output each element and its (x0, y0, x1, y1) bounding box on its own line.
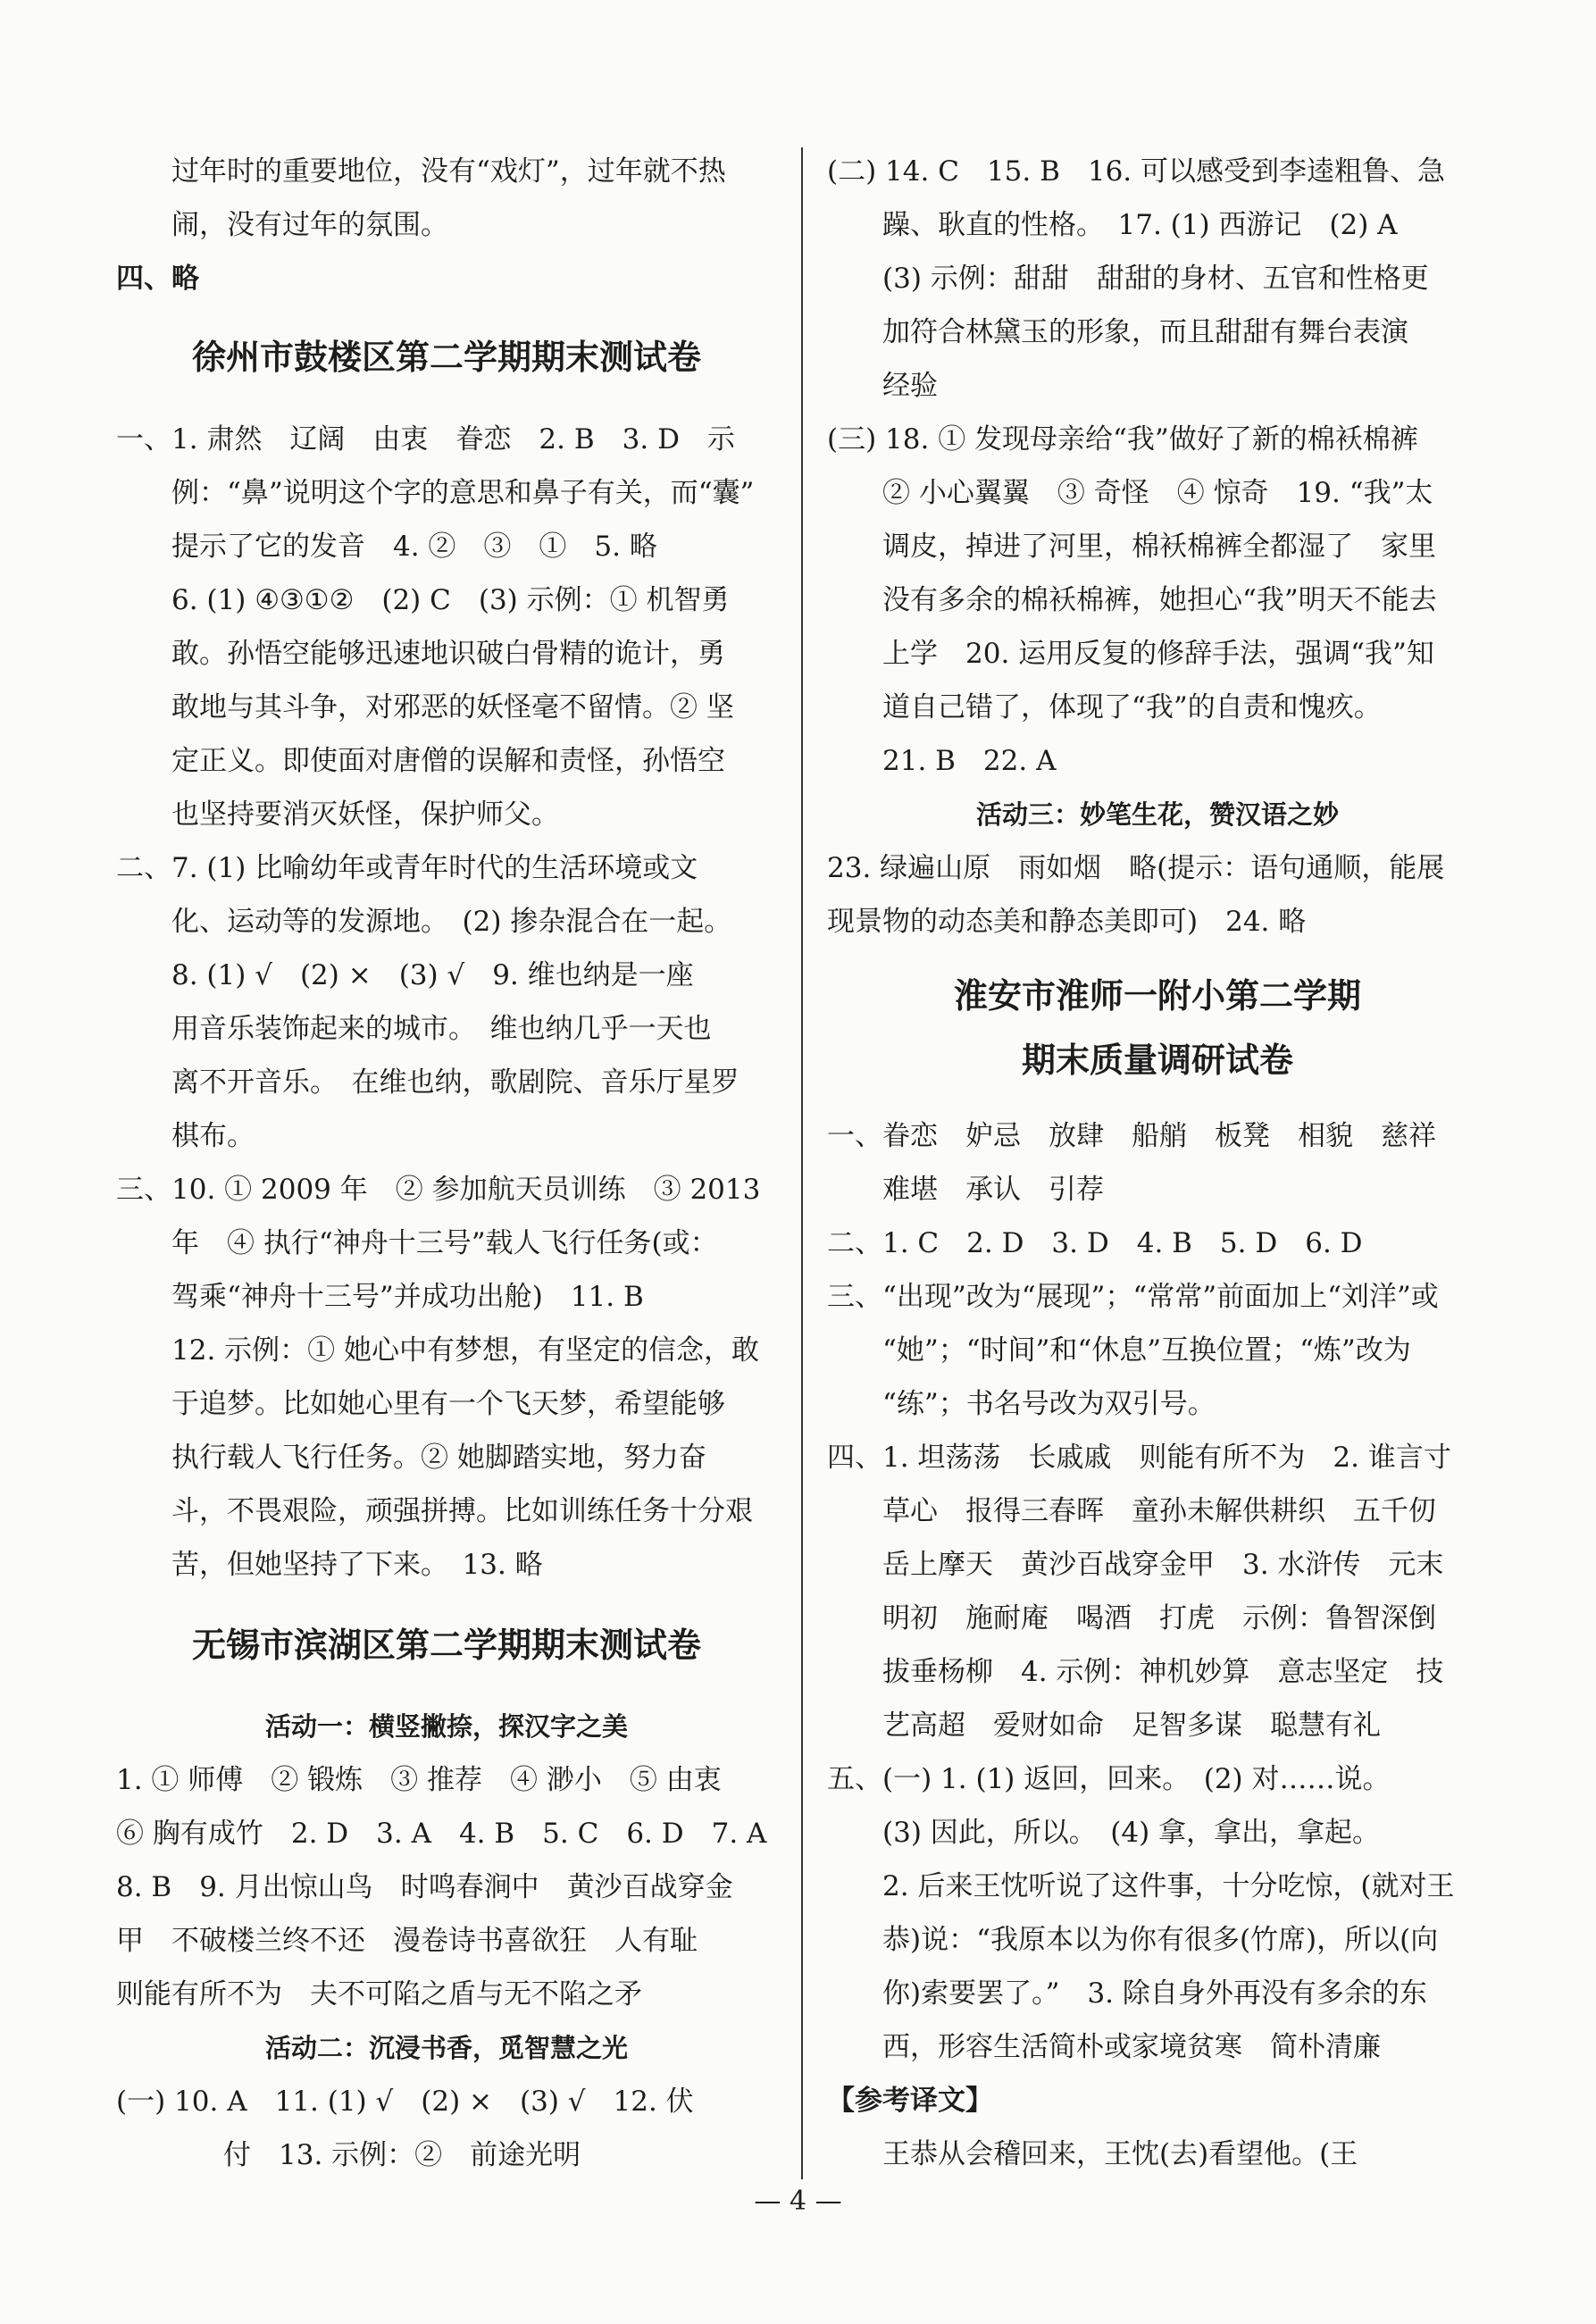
text-line: 年 ④ 执行“神舟十三号”载人飞行任务(或： (171, 1227, 718, 1259)
text-line: 驾乘“神舟十三号”并成功出舱) 11. B (171, 1281, 644, 1313)
text-line: 23. 绿遍山原 雨如烟 略(提示：语句通顺，能展 (827, 852, 1445, 884)
text-line: 8. B 9. 月出惊山鸟 时鸣春涧中 黄沙百战穿金 (116, 1871, 733, 1903)
text-line: 四、略 (116, 263, 199, 295)
text-line: (三) 18. ① 发现母亲给“我”做好了新的棉袄棉裤 (827, 423, 1418, 456)
text-line: 四、1. 坦荡荡 长戚戚 则能有所不为 2. 谁言寸 (827, 1442, 1451, 1474)
reference-translation-label: 【参考译文】 (827, 2085, 993, 2117)
page-number: — 4 — (754, 2186, 842, 2217)
text-line: 21. B 22. A (882, 745, 1057, 777)
text-line: 现景物的动态美和静态美即可) 24. 略 (827, 906, 1307, 938)
text-line: 闹，没有过年的氛围。 (171, 209, 448, 241)
text-line: 过年时的重要地位，没有“戏灯”，过年就不热 (171, 155, 726, 188)
text-line: 8. (1) √ (2) × (3) √ 9. 维也纳是一座 (171, 959, 694, 991)
text-line: 12. 示例：① 她心中有梦想，有坚定的信念，敢 (171, 1334, 760, 1367)
text-line: 则能有所不为 夫不可陷之盾与无不陷之矛 (116, 1978, 642, 2011)
text-line: 恭)说：“我原本以为你有很多(竹席)，所以(向 (882, 1924, 1439, 1956)
text-line: “她”；“时间”和“休息”互换位置；“炼”改为 (882, 1334, 1411, 1367)
text-line: 苦，但她坚持了下来。 13. 略 (171, 1549, 543, 1581)
text-line: 用音乐装饰起来的城市。 维也纳几乎一天也 (171, 1013, 712, 1045)
text-line: 明初 施耐庵 喝酒 打虎 示例：鲁智深倒 (882, 1602, 1436, 1634)
text-line: 二、7. (1) 比喻幼年或青年时代的生活环境或文 (116, 852, 698, 884)
activity-heading: 活动三：妙笔生花，赞汉语之妙 (975, 799, 1339, 830)
text-line: 敢。孙悟空能够迅速地识破白骨精的诡计，勇 (171, 638, 725, 670)
text-line: 三、“出现”改为“展现”；“常常”前面加上“刘洋”或 (827, 1281, 1439, 1313)
section-title-huaian-line1: 淮安市淮师一附小第二学期 (953, 976, 1361, 1016)
text-line: 拔垂杨柳 4. 示例：神机妙算 意志坚定 技 (882, 1656, 1444, 1688)
section-title-huaian-line2: 期末质量调研试卷 (1021, 1041, 1293, 1080)
text-line: 二、1. C 2. D 3. D 4. B 5. D 6. D (827, 1227, 1363, 1259)
text-line: 难堪 承认 引荐 (882, 1174, 1104, 1206)
text-line: 岳上摩天 黄沙百战穿金甲 3. 水浒传 元末 (882, 1549, 1444, 1581)
text-line: 没有多余的棉袄棉裤，她担心“我”明天不能去 (882, 584, 1437, 616)
section-title-xuzhou: 徐州市鼓楼区第二学期期末测试卷 (191, 338, 701, 377)
activity-heading: 活动二：沉浸书香，觅智慧之光 (264, 2033, 628, 2063)
text-line: 执行载人飞行任务。② 她脚踏实地，努力奋 (171, 1442, 706, 1474)
section-title-wuxi: 无锡市滨湖区第二学期期末测试卷 (191, 1626, 701, 1665)
text-line: (3) 因此，所以。 (4) 拿，拿出，拿起。 (882, 1817, 1381, 1849)
text-line: 1. ① 师傅 ② 锻炼 ③ 推荐 ④ 渺小 ⑤ 由衷 (116, 1764, 722, 1796)
text-line: 一、1. 肃然 辽阔 由衷 眷恋 2. B 3. D 示 (116, 423, 735, 456)
text-line: ② 小心翼翼 ③ 奇怪 ④ 惊奇 19. “我”太 (882, 477, 1433, 509)
text-line: ⑥ 胸有成竹 2. D 3. A 4. B 5. C 6. D 7. A (116, 1818, 767, 1850)
text-line: 斗，不畏艰险，顽强拼搏。比如训练任务十分艰 (171, 1495, 753, 1527)
text-line: 离不开音乐。 在维也纳，歌剧院、音乐厅星罗 (171, 1066, 740, 1099)
text-line: 付 13. 示例：② 前途光明 (223, 2139, 581, 2171)
text-line: 西，形容生活简朴或家境贫寒 简朴清廉 (882, 2031, 1381, 2063)
text-line: 上学 20. 运用反复的修辞手法，强调“我”知 (882, 638, 1434, 670)
activity-heading: 活动一：横竖撇捺，探汉字之美 (264, 1711, 628, 1742)
text-line: 道自己错了，体现了“我”的自责和愧疚。 (882, 691, 1382, 723)
text-line: 定正义。即使面对唐僧的误解和责怪，孙悟空 (171, 745, 725, 777)
text-line: “练”；书名号改为双引号。 (882, 1388, 1216, 1420)
text-line: 6. (1) ④③①② (2) C (3) 示例：① 机智勇 (171, 584, 730, 616)
text-line: 2. 后来王忱听说了这件事，十分吃惊，(就对王 (882, 1870, 1455, 1902)
text-line: 三、10. ① 2009 年 ② 参加航天员训练 ③ 2013 (116, 1174, 761, 1206)
text-line: 经验 (882, 370, 938, 402)
text-line: 例：“鼻”说明这个字的意思和鼻子有关，而“囊” (171, 477, 755, 509)
text-line: 于追梦。比如她心里有一个飞天梦，希望能够 (171, 1388, 725, 1420)
text-line: 调皮，掉进了河里，棉袄棉裤全都湿了 家里 (882, 531, 1436, 563)
text-line: 敢地与其斗争，对邪恶的妖怪毫不留情。② 坚 (171, 691, 734, 723)
column-divider (801, 147, 803, 2179)
text-line: 五、(一) 1. (1) 返回，回来。 (2) 对……说。 (827, 1763, 1391, 1795)
text-line: 艺高超 爱财如命 足智多谋 聪慧有礼 (882, 1710, 1381, 1742)
text-line: 甲 不破楼兰终不还 漫卷诗书喜欲狂 人有耻 (116, 1925, 698, 1957)
text-line: 提示了它的发音 4. ② ③ ① 5. 略 (171, 531, 657, 563)
text-line: 王恭从会稽回来，王忱(去)看望他。(王 (882, 2138, 1358, 2170)
text-line: 也坚持要消灭妖怪，保护师父。 (171, 798, 559, 831)
text-line: 草心 报得三春晖 童孙未解供耕织 五千仞 (882, 1495, 1436, 1527)
text-line: 你)索要罢了。” 3. 除自身外再没有多余的东 (882, 1977, 1427, 2010)
text-line: (3) 示例：甜甜 甜甜的身材、五官和性格更 (882, 263, 1429, 295)
text-line: 加符合林黛玉的形象，而且甜甜有舞台表演 (882, 316, 1408, 348)
text-line: (一) 10. A 11. (1) √ (2) × (3) √ 12. 伏 (116, 2086, 694, 2118)
text-line: 化、运动等的发源地。 (2) 掺杂混合在一起。 (171, 906, 732, 938)
text-line: 一、眷恋 妒忌 放肆 船艄 板凳 相貌 慈祥 (827, 1120, 1436, 1152)
text-line: 棋布。 (171, 1120, 255, 1152)
text-line: 躁、耿直的性格。 17. (1) 西游记 (2) A (882, 209, 1398, 241)
text-line: (二) 14. C 15. B 16. 可以感受到李逵粗鲁、急 (827, 155, 1446, 188)
